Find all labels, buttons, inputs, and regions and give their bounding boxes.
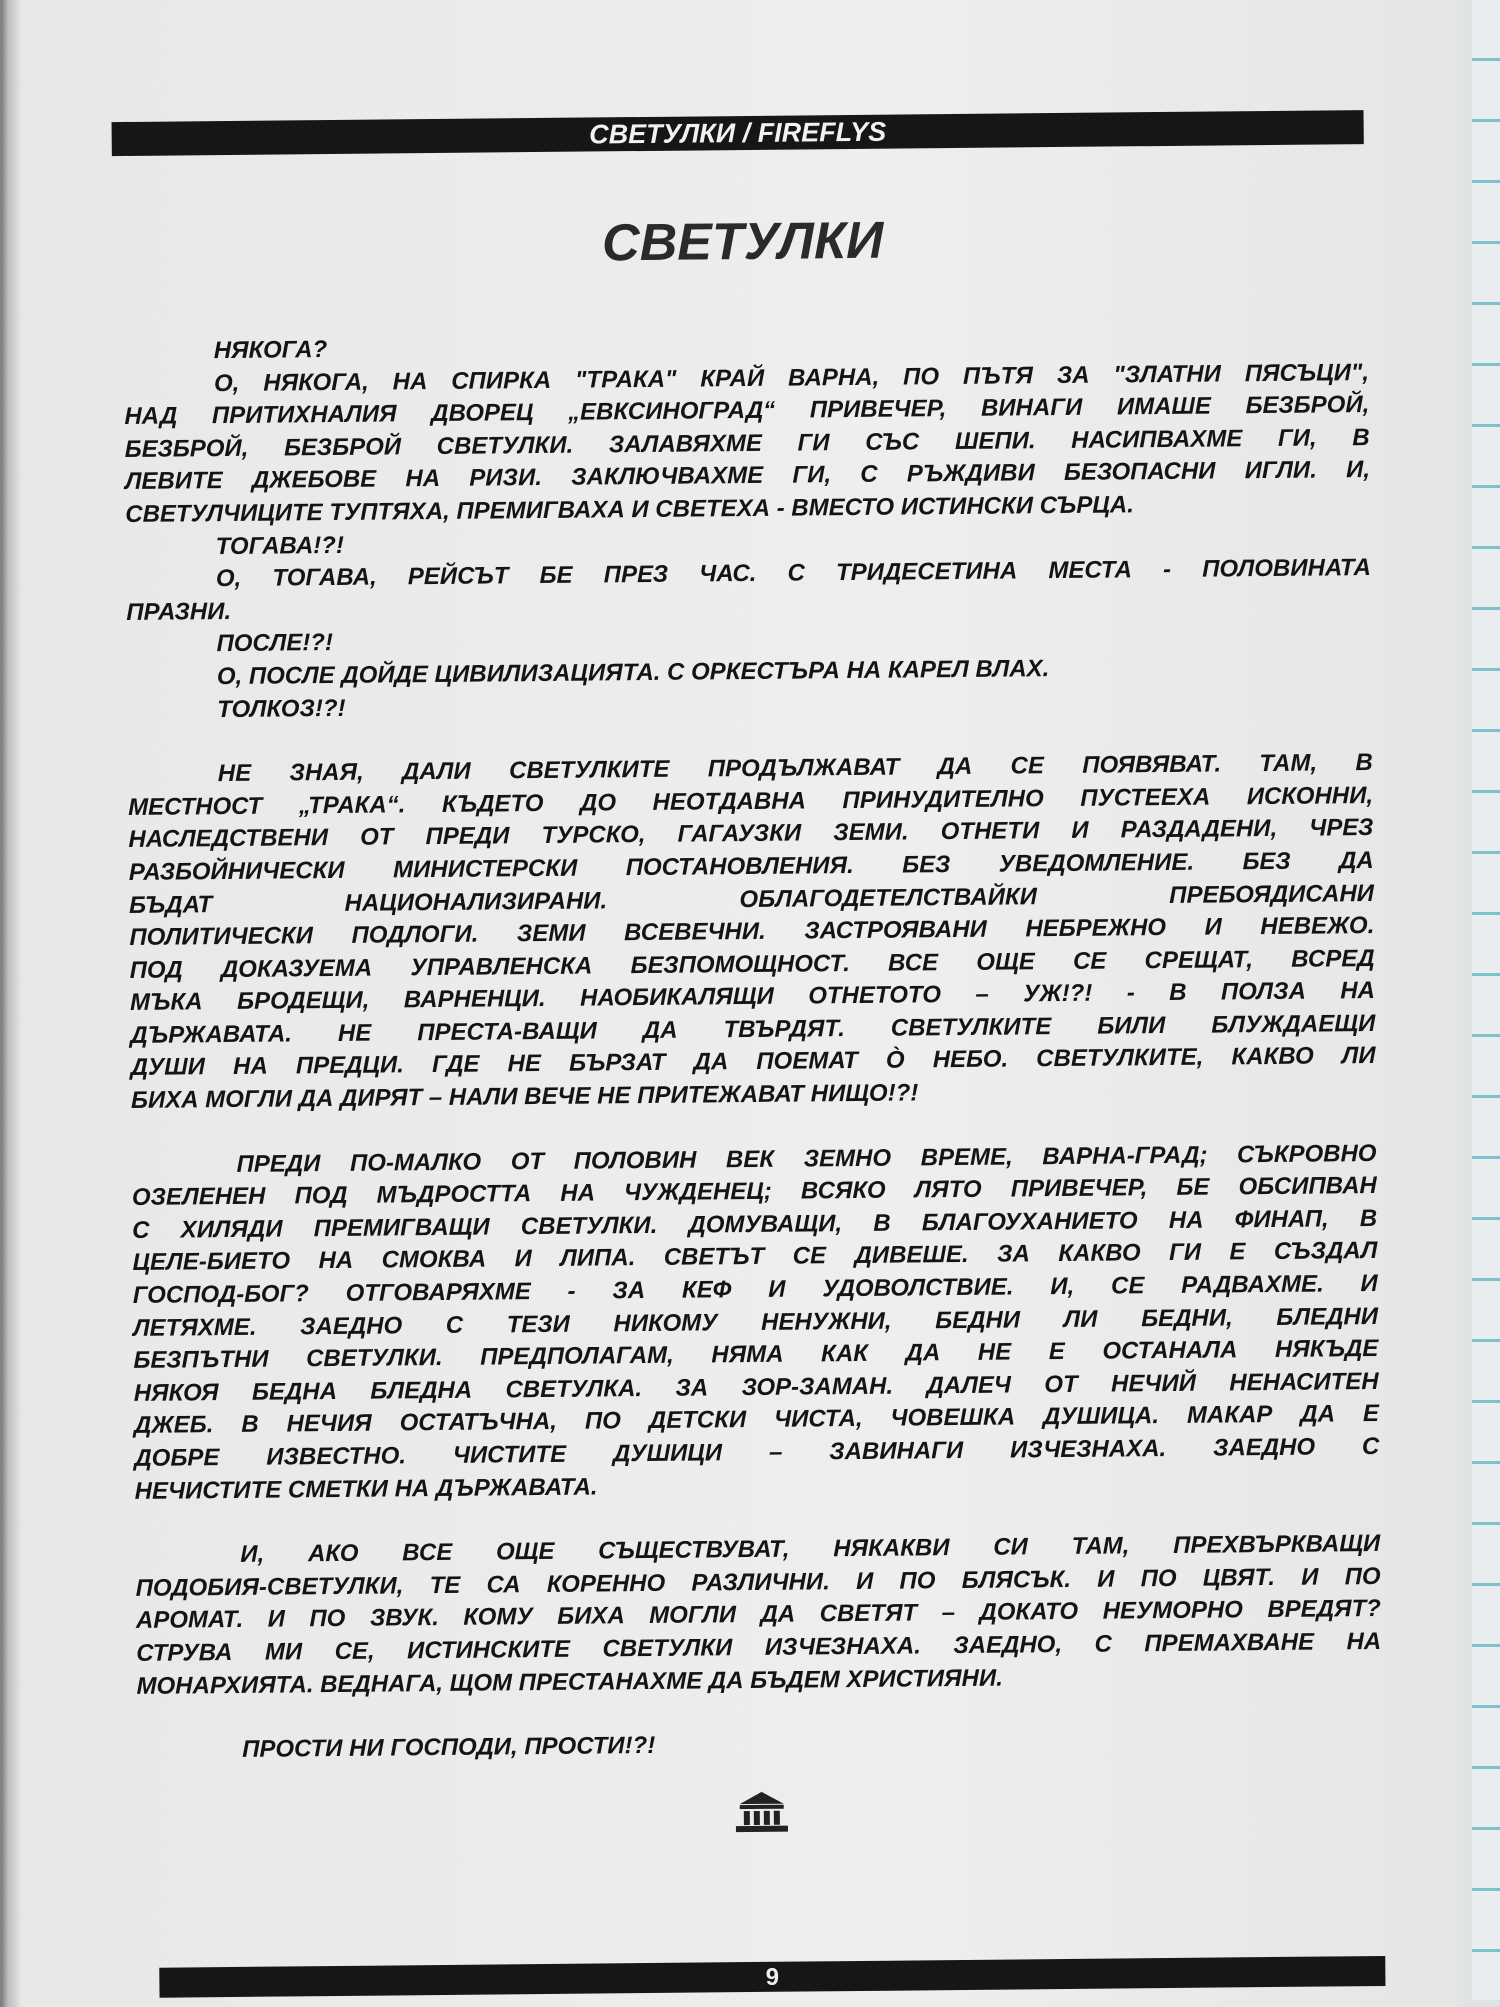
footer-bar <box>159 1956 1385 1998</box>
text-line: ДОБРЕ ИЗВЕСТНО. ЧИСТИТЕ ДУШИЦИ – ЗАВИНАГИ ИЗЧЕЗНАХА. ЗАЕДНО С <box>134 1432 1380 1472</box>
text-line: НАД ПРИТИХНАЛИЯ ДВОРЕЦ „ЕВКСИНОГРАД“ ПРИВЕЧЕР, ВИНАГИ ИМАШЕ БЕЗБРОЙ, <box>124 391 1370 431</box>
text-line: ДЖЕБ. В НЕЧИЯ ОСТАТЪЧНА, ПО ДЕТСКИ ЧИСТА, ЧОВЕШКА ДУШИЦА. МАКАР ДА Е <box>133 1400 1380 1440</box>
text-line: ПРЕДИ ПО-МАЛКО ОТ ПОЛОВИН ВЕК ЗЕМНО ВРЕМЕ, ВАРНА-ГРАД; СЪКРОВНО <box>236 1139 1377 1178</box>
text-line: НЕЧИСТИТЕ СМЕТКИ НА ДЪРЖАВАТА. <box>134 1473 598 1505</box>
temple-icon <box>734 1790 790 1835</box>
text-line: ПОСЛЕ!?! <box>216 629 334 658</box>
text-line: МЕСТНОСТ „ТРАКА“. КЪДЕТО ДО НЕОТДАВНА ПРИНУДИТЕЛНО ПУСТЕЕХА ИСКОННИ, <box>127 781 1374 821</box>
page-title: СВЕТУЛКИ <box>601 211 884 273</box>
text-line: МОНАРХИЯТА. ВЕДНАГА, ЩОМ ПРЕСТАНАХМЕ ДА БЪДЕМ ХРИСТИЯНИ. <box>136 1664 1003 1700</box>
text-line: МЪКА БРОДЕЩИ, ВАРНЕНЦИ. НАОБИКАЛЯЩИ ОТНЕТОТО – УЖ!?! - В ПОЛЗА НА <box>129 977 1376 1017</box>
text-line: ПОДОБИЯ-СВЕТУЛКИ, ТЕ СА КОРЕННО РАЗЛИЧНИ. И ПО БЛЯСЪК. И ПО ЦВЯТ. И ПО <box>135 1562 1381 1602</box>
text-line: ОЗЕЛЕНЕН ПОД МЪДРОСТТА НА ЧУЖДЕНЕЦ; ВСЯКО ЛЯТО ПРИВЕЧЕР, БЕ ОБСИПВАН <box>131 1172 1377 1212</box>
text-line: СВЕТУЛЧИЦИТЕ ТУПТЯХА, ПРЕМИГВАХА И СВЕТЕХА - ВМЕСТО ИСТИНСКИ СЪРЦА. <box>125 491 1134 528</box>
section-header-bar <box>112 110 1364 156</box>
text-line: И, АКО ВСЕ ОЩЕ СЪЩЕСТВУВАТ, НЯКАКВИ СИ ТАМ, ПРЕХВЪРКВАЩИ <box>240 1530 1381 1569</box>
text-line: ПОЛИТИЧЕСКИ ПОДЛОГИ. ЗЕМИ ВСЕВЕЧНИ. ЗАСТРОЯВАНИ НЕБРЕЖНО И НЕВЕЖО. <box>129 912 1375 952</box>
text-line: О, НЯКОГА, НА СПИРКА "ТРАКА" КРАЙ ВАРНА, ПО ПЪТЯ ЗА "ЗЛАТНИ ПЯСЪЦИ", <box>213 358 1370 397</box>
text-line: ТОГАВА!?! <box>215 531 344 560</box>
text-line: СТРУВА МИ СЕ, ИСТИНСКИТЕ СВЕТУЛКИ ИЗЧЕЗНАХА. ЗАЕДНО, С ПРЕМАХВАНЕ НА <box>136 1627 1382 1667</box>
text-line: О, ТОГАВА, РЕЙСЪТ БЕ ПРЕЗ ЧАС. С ТРИДЕСЕТИНА МЕСТА - ПОЛОВИНАТА <box>215 554 1372 593</box>
text-line: НАСЛЕДСТВЕНИ ОТ ПРЕДИ ТУРСКО, ГАГАУЗКИ ЗЕМИ. ОТНЕТИ И РАЗДАДЕНИ, ЧРЕЗ <box>128 814 1374 854</box>
text-line: ПРАЗНИ. <box>126 597 232 626</box>
text-line: РАЗБОЙНИЧЕСКИ МИНИСТЕРСКИ ПОСТАНОВЛЕНИЯ. БЕЗ УВЕДОМЛЕНИЕ. БЕЗ ДА <box>128 846 1374 886</box>
paragraph <box>131 1138 1379 1508</box>
text-line: ЦЕЛЕ-БИЕТО НА СМОКВА И ЛИПА. СВЕТЪТ СЕ ДИВЕШЕ. ЗА КАКВО ГИ Е СЪЗДАЛ <box>132 1237 1378 1277</box>
text-line: БЕЗБРОЙ, БЕЗБРОЙ СВЕТУЛКИ. ЗАЛАВЯХМЕ ГИ СЪС ШЕПИ. НАСИПВАХМЕ ГИ, В <box>124 423 1370 463</box>
page-number: 9 <box>765 1963 780 1991</box>
text-line: ДУШИ НА ПРЕДЦИ. ГДЕ НЕ БЪРЗАТ ДА ПОЕМАТ Ò НЕБО. СВЕТУЛКИТЕ, КАКВО ЛИ <box>130 1042 1376 1082</box>
text-line: БЕЗПЪТНИ СВЕТУЛКИ. ПРЕДПОЛАГАМ, НЯМА КАК ДА НЕ Е ОСТАНАЛА НЯКЪДЕ <box>133 1335 1379 1375</box>
text-line: НЯКОГА? <box>213 336 328 365</box>
paragraph <box>124 324 1373 727</box>
text-line: ЛЕТЯХМЕ. ЗАЕДНО С ТЕЗИ НИКОМУ НЕНУЖНИ, БЕДНИ ЛИ БЕДНИ, БЛЕДНИ <box>132 1302 1379 1342</box>
text-line: ДЪРЖАВАТА. НЕ ПРЕСТА-ВАЩИ ДА ТВЪРДЯТ. СВЕТУЛКИТЕ БИЛИ БЛУЖДАЕЩИ <box>130 1009 1376 1049</box>
article-body <box>124 324 1383 1768</box>
text-line: НЕ ЗНАЯ, ДАЛИ СВЕТУЛКИТЕ ПРОДЪЛЖАВАТ ДА СЕ ПОЯВЯВАТ. ТАМ, В <box>217 749 1373 788</box>
section-header-text: СВЕТУЛКИ / FIREFLYS <box>589 116 887 150</box>
text-line: ПОД ДОКАЗУЕМА УПРАВЛЕНСКА БЕЗПОМОЩНОСТ. ВСЕ ОЩЕ СЕ СРЕЩАТ, ВСРЕД <box>129 944 1375 984</box>
paragraph <box>128 747 1376 1117</box>
text-line: БЪДАТ НАЦИОНАЛИЗИРАНИ. ОБЛАГОДЕТЕЛСТВАЙКИ ПРЕБОЯДИСАНИ <box>128 879 1375 919</box>
text-line: О, ПОСЛЕ ДОЙДЕ ЦИВИЛИЗАЦИЯТА. С ОРКЕСТЪРА НА КАРЕЛ ВЛАХ. <box>216 655 1050 691</box>
paragraph <box>135 1528 1382 1703</box>
text-line: ЛЕВИТЕ ДЖЕБОВЕ НА РИЗИ. ЗАКЛЮЧВАХМЕ ГИ, С РЪЖДИВИ БЕЗОПАСНИ ИГЛИ. И, <box>124 456 1371 496</box>
text-line: ГОСПОД-БОГ? ОТГОВАРЯХМЕ - ЗА КЕФ И УДОВОЛСТВИЕ. И, СЕ РАДВАХМЕ. И <box>132 1270 1378 1309</box>
text-line: НЯКОЯ БЕДНА БЛЕДНА СВЕТУЛКА. ЗА ЗОР-ЗАМАН. ДАЛЕЧ ОТ НЕЧИЙ НЕНАСИТЕН <box>133 1367 1379 1407</box>
text-line: АРОМАТ. И ПО ЗВУК. КОМУ БИХА МОГЛИ ДА СВЕТЯТ – ДОКАТО НЕУМОРНО ВРЕДЯТ? <box>135 1595 1382 1635</box>
text-line: С ХИЛЯДИ ПРЕМИГВАЩИ СВЕТУЛКИ. ДОМУВАЩИ, В БЛАГОУХАНИЕТО НА ФИНАП, В <box>132 1204 1378 1244</box>
text-line: ТОЛКОЗ!?! <box>217 694 346 723</box>
text-line: БИХА МОГЛИ ДА ДИРЯТ – НАЛИ ВЕЧЕ НЕ ПРИТЕЖАВАТ НИЩО!?! <box>130 1079 919 1115</box>
text-line: ПРОСТИ НИ ГОСПОДИ, ПРОСТИ!?! <box>242 1732 656 1764</box>
